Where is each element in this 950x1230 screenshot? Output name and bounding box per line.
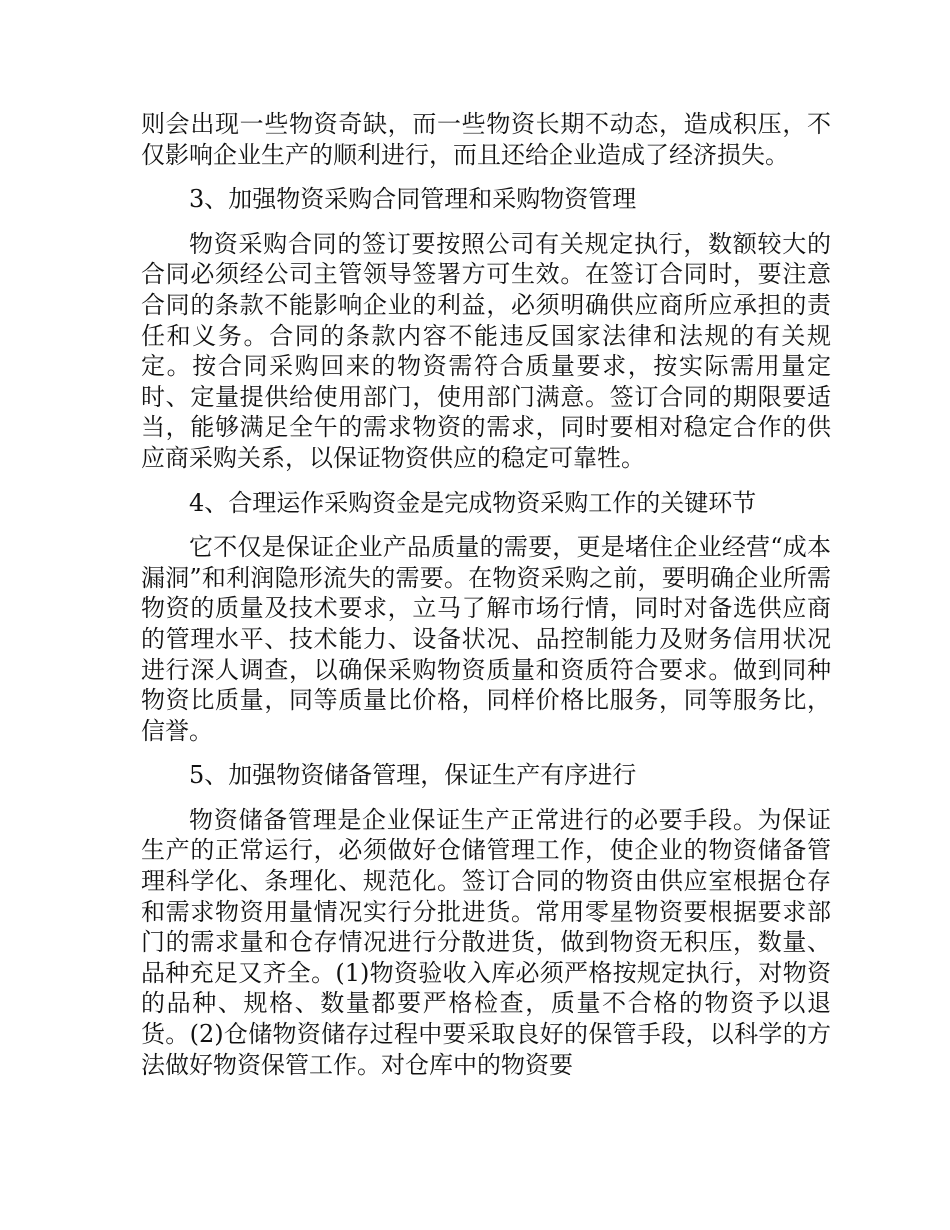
- section-heading-3: 3、加强物资采购合同管理和采购物资管理: [189, 185, 637, 214]
- section-heading-5: 5、加强物资储备管理，保证生产有序进行: [189, 761, 637, 790]
- paragraph-storage-management: 物资储备管理是企业保证生产正常进行的必要手段。为保证生产的正常运行，必须做好仓储管理工作，使企业的物资储备管理科学化、条理化、规范化。签订合同的物资由供应室根据仓存和需求物资用量情况实行分批进货。常用零星物资要根据要求部门的需求量和仓存情况进行分散进货，做到物资无积压，数量、品种充足又齐全。(1)物资验收入库必须严格按规定执行，对物资的品种、规格、数量都要严格检查，质量不合格的物资予以退货。(2)仓储物资储存过程中要采取良好的保管手段，以科学的方法做好物资保管工作。对仓库中的物资要: [141, 805, 831, 1079]
- paragraph-contract-management: 物资采购合同的签订要按照公司有关规定执行，数额较大的合同必须经公司主管领导签署方可生效。在签订合同时，要注意合同的条款不能影响企业的利益，必须明确供应商所应承担的责任和义务。合同的条款内容不能违反国家法律和法规的有关规定。按合同采购回来的物资需符合质量要求，按实际需用量定时、定量提供给使用部门，使用部门满意。签订合同的期限要适当，能够满足全午的需求物资的需求，同时要相对稳定合作的供应商采购关系，以保证物资供应的稳定可靠牲。: [141, 229, 831, 472]
- document-body: [141, 109, 831, 1080]
- section-heading-4: 4、合理运作采购资金是完成物资采购工作的关键环节: [189, 488, 757, 517]
- paragraph-procurement-funds: 它不仅是保证企业产品质量的需要，更是堵住企业经营“成本漏洞”和利润隐形流失的需要。在物资采购之前，要明确企业所需物资的质量及技术要求，立马了解市场行情，同时对备选供应商的管理水平、技术能力、设备状况、品控制能力及财务信用状况进行深人调查，以确保采购物资质量和资质符合要求。做到同种物资比质量，同等质量比价格，同样价格比服务，同等服务比，信誉。: [141, 533, 831, 745]
- paragraph-continuation: 则会出现一些物资奇缺，而一些物资长期不动态，造成积压，不仅影响企业生产的顺利进行，而且还给企业造成了经济损失。: [141, 110, 831, 169]
